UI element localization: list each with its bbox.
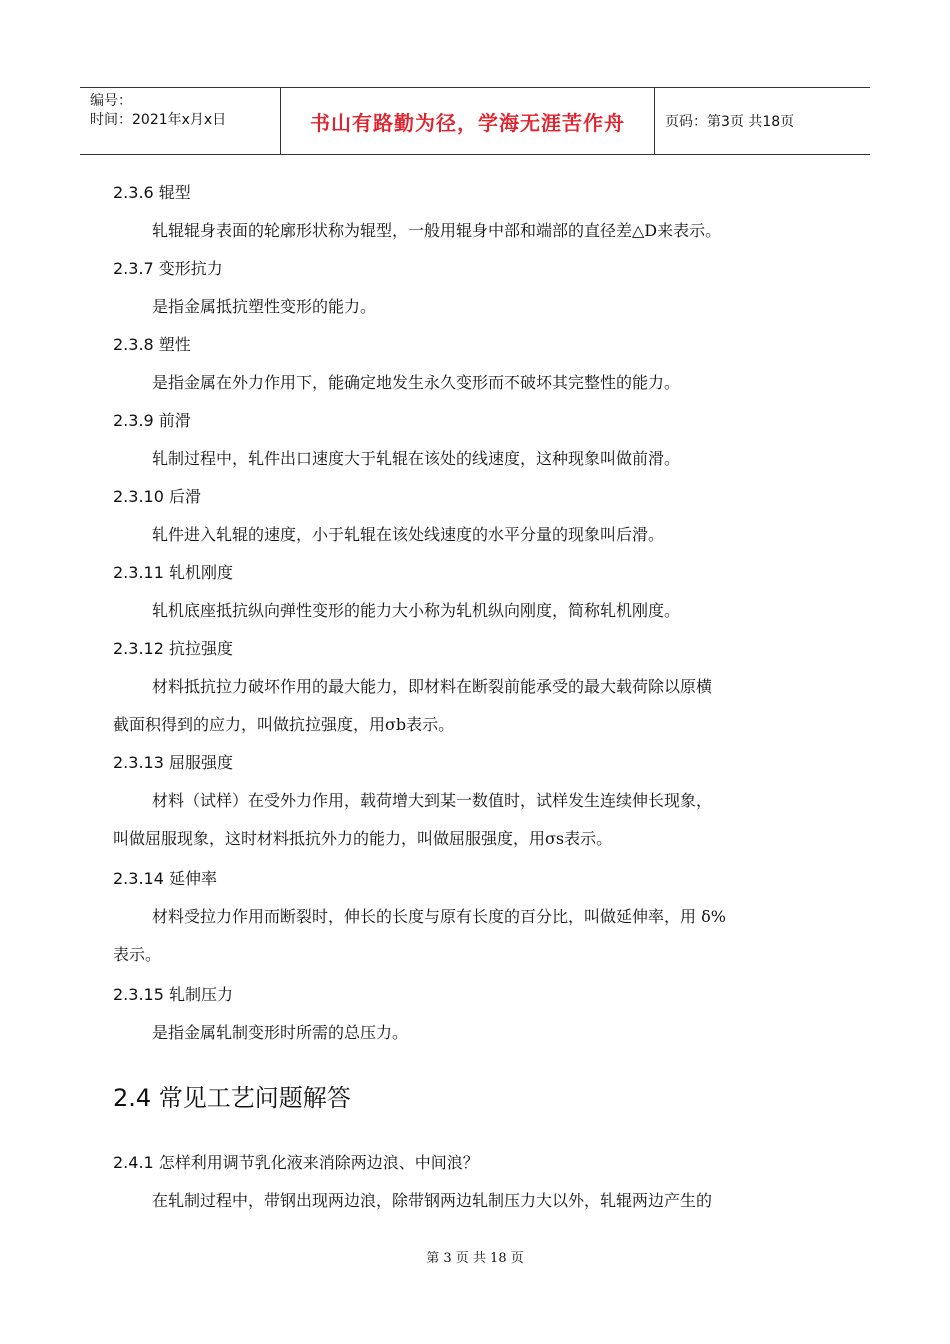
header-motto-cell	[281, 88, 655, 154]
paragraph-line: 在轧制过程中，带钢出现两边浪，除带钢两边轧制压力大以外，轧辊两边产生的	[152, 1191, 713, 1210]
section-heading: 2.3.6 辊型	[113, 183, 191, 202]
header-page-cell	[655, 88, 870, 154]
paragraph-line: 截面积得到的应力，叫做抗拉强度，用σb表示。	[113, 715, 455, 734]
motto: 书山有路勤为径，学海无涯苦作舟	[310, 110, 625, 135]
section-heading: 2.3.12 抗拉强度	[113, 639, 233, 658]
paragraph-line: 材料受拉力作用而断裂时，伸长的长度与原有长度的百分比，叫做延伸率，用 δ%	[152, 907, 726, 926]
section-heading: 2.3.7 变形抗力	[113, 259, 223, 278]
section-title: 2.4 常见工艺问题解答	[113, 1084, 351, 1112]
page-footer: 第 3 页 共 18 页	[426, 1251, 524, 1266]
header-table	[80, 87, 870, 155]
paragraph-line: 是指金属抵抗塑性变形的能力。	[152, 297, 377, 316]
paragraph-line: 表示。	[113, 945, 162, 964]
paragraph-line: 轧辊辊身表面的轮廓形状称为辊型，一般用辊身中部和端部的直径差△D来表示。	[152, 221, 722, 240]
section-heading: 2.3.15 轧制压力	[113, 985, 233, 1004]
section-heading: 2.3.11 轧机刚度	[113, 563, 233, 582]
paragraph-line: 材料（试样）在受外力作用，载荷增大到某一数值时，试样发生连续伸长现象，	[152, 791, 713, 810]
section-heading: 2.3.8 塑性	[113, 335, 191, 354]
time-label: 时间：2021年x月x日	[90, 112, 227, 128]
section-heading: 2.3.13 屈服强度	[113, 753, 233, 772]
paragraph-line: 是指金属在外力作用下，能确定地发生永久变形而不破坏其完整性的能力。	[152, 373, 681, 392]
paragraph-line: 轧件进入轧辊的速度，小于轧辊在该处线速度的水平分量的现象叫后滑。	[152, 525, 665, 544]
page-code: 页码：第3页 共18页	[665, 114, 795, 130]
section-heading: 2.3.14 延伸率	[113, 869, 217, 888]
section-heading: 2.3.10 后滑	[113, 487, 201, 506]
section-heading: 2.3.9 前滑	[113, 411, 191, 430]
paragraph-line: 轧制过程中，轧件出口速度大于轧辊在该处的线速度，这种现象叫做前滑。	[152, 449, 681, 468]
number-label: 编号：	[90, 93, 132, 109]
header-left-cell	[80, 88, 281, 154]
paragraph-line: 叫做屈服现象，这时材料抵抗外力的能力，叫做屈服强度，用σs表示。	[113, 829, 613, 848]
paragraph-line: 轧机底座抵抗纵向弹性变形的能力大小称为轧机纵向刚度，简称轧机刚度。	[152, 601, 681, 620]
paragraph-line: 材料抵抗拉力破坏作用的最大能力，即材料在断裂前能承受的最大载荷除以原横	[152, 677, 713, 696]
paragraph-line: 是指金属轧制变形时所需的总压力。	[152, 1023, 409, 1042]
question-heading: 2.4.1 怎样利用调节乳化液来消除两边浪、中间浪？	[113, 1153, 479, 1172]
